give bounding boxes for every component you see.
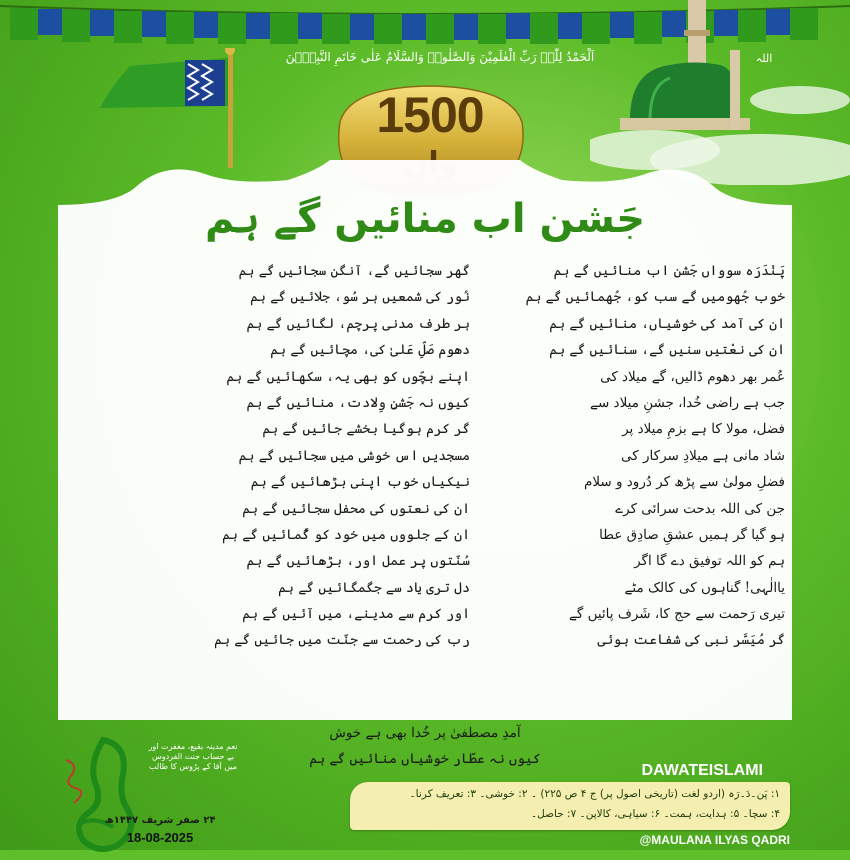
poem-line: ان کی نعتوں کی محفل سجائیں گے ہم [242,500,470,517]
poem-left-column [130,258,470,654]
poem-line: مسجدیں اس خوشی میں سجائیں گے ہم [238,447,470,464]
poem-line: ان کی آمد کی خوشیاں، منائیں گے ہم [549,315,785,332]
poem-line: ان کے جلووں میں خود کو گُمائیں گے ہم [222,526,470,543]
poem-closing-couplet [250,720,600,772]
calligraphy-caption: نعم مدینہ بقیع، مغفرت اور بے حساب جنت الفردوس میں آقا کے پڑوس کا طالب [148,742,238,771]
brand-logo: DAWATEISLAMI [641,762,763,779]
header-dua: اَلْحَمْدُ لِلّٰہِ رَبِّ الْعٰلَمِیْنَ وَالصَّلٰوۃُ وَالسَّلَامُ عَلٰی خَاتَمِ النَّبِیّٖنَ [285,50,595,64]
closing-line: کیوں نہ عطّار خوشیاں منائیں گے ہم [309,751,541,767]
poem-line: کیوں نہ جَشنِ وِلادت، منائیں گے ہم [246,394,470,411]
poem-line: دھوم صَلِّ عَلیٰ کی، مچائیں گے ہم [270,342,470,359]
poem-line: فضل، مولا کا ہے بزمِ میلاد پر [622,421,785,438]
poem-line: فضلِ مولیٰ سے پڑھ کر دُرود و سلام [583,474,785,491]
poem-line: نیکیاں خوب اپنی بڑھائیں گے ہم [250,474,470,491]
poem-line: تیری رَحمت سے حج کا، شَرف پائیں گے [568,606,785,623]
poem-line: پَنْدَرَہ سوواں جَشن اب منائیں گے ہم [553,263,785,279]
poem-line: سُنّتوں پر عمل اور، بڑھائیں گے ہم [246,553,470,570]
poem-line: ان کی نعْتیں سنیں گے، سنائیں گے ہم [549,342,785,359]
poem-right-column [445,258,785,654]
badge-number: 1500 [376,87,484,143]
poem-line: ہو گیا گر ہمیں عشقِ صادِق عطا [599,526,785,543]
social-handle[interactable]: @MAULANA ILYAS QADRI [639,833,790,847]
allah-calligraphy: اللہ [755,52,773,65]
poem-line: اور کرم سے مدینے، میں آئیں گے ہم [242,606,470,623]
poem-line: اپنے بچّوں کو بھی یہ، سکھائیں گے ہم [226,368,470,385]
poem-line: رب کی رحمت سے جنّت میں جائیں گے ہم [214,632,470,649]
poem-line: ہر طرف مدنی پرچم، لگائیں گے ہم [246,315,470,332]
poem-line: شاد مانی ہے میلادِ سرکار کی [621,447,785,464]
madani-flag-icon [90,48,240,168]
poem-line: گھر سجائیں گے، آنگن سجائیں گے ہم [238,263,470,279]
glossary-line: ۴: سچا۔ ۵: ہدایت، ہمت۔ ۶: سیاہی، کالاپن۔ ۷: حاصل۔ [530,808,780,820]
poem-line: گر مُیَسَّر نبی کی شفاعت ہوئی [597,632,785,649]
hijri-date: ۲۴ صفر شریف ۱۴۴۷ھ [104,815,216,826]
poem-line: نُور کی شمعیں ہر سُو، جلائیں گے ہم [250,289,470,306]
poem-line: گر کرم ہوگیا بخشے جائیں گے ہم [262,421,470,438]
poem-line: ہم کو اللہ توفیق دے گا اگر [634,553,785,570]
gregorian-date: 18-08-2025 [126,830,194,845]
green-dome-icon [590,0,850,185]
glossary-line: ۱: پَن۔دَ۔رَہ (اردو لغت (تاریخی اصول پر) ج ۴ ص ۲۲۵) ۔ ۲: خوشی۔ ۳: تعریف کرنا۔ [409,788,780,800]
poem-title: جَشن اب منائیں گے ہم [204,196,646,242]
poem-line: جن کی اللہ بدحت سرائی کرے [615,500,785,517]
closing-line: آمدِ مصطفیٰ پر خُدا بھی ہے خوش [329,725,521,741]
poem-line: یاالٰہی! گناہوں کی کالک مٹے [624,579,785,596]
poem-line: خوب جُھومیں گے سب کو، جُھمائیں گے ہم [525,289,785,306]
poem-line: عُمر بھر دھوم ڈالیں، گے میلاد کی [600,368,785,385]
poem-line: جب ہے راضی خُدا، جشنِ میلاد سے [590,394,785,411]
poem-line: دل تری یاد سے جگمگائیں گے ہم [278,579,470,596]
